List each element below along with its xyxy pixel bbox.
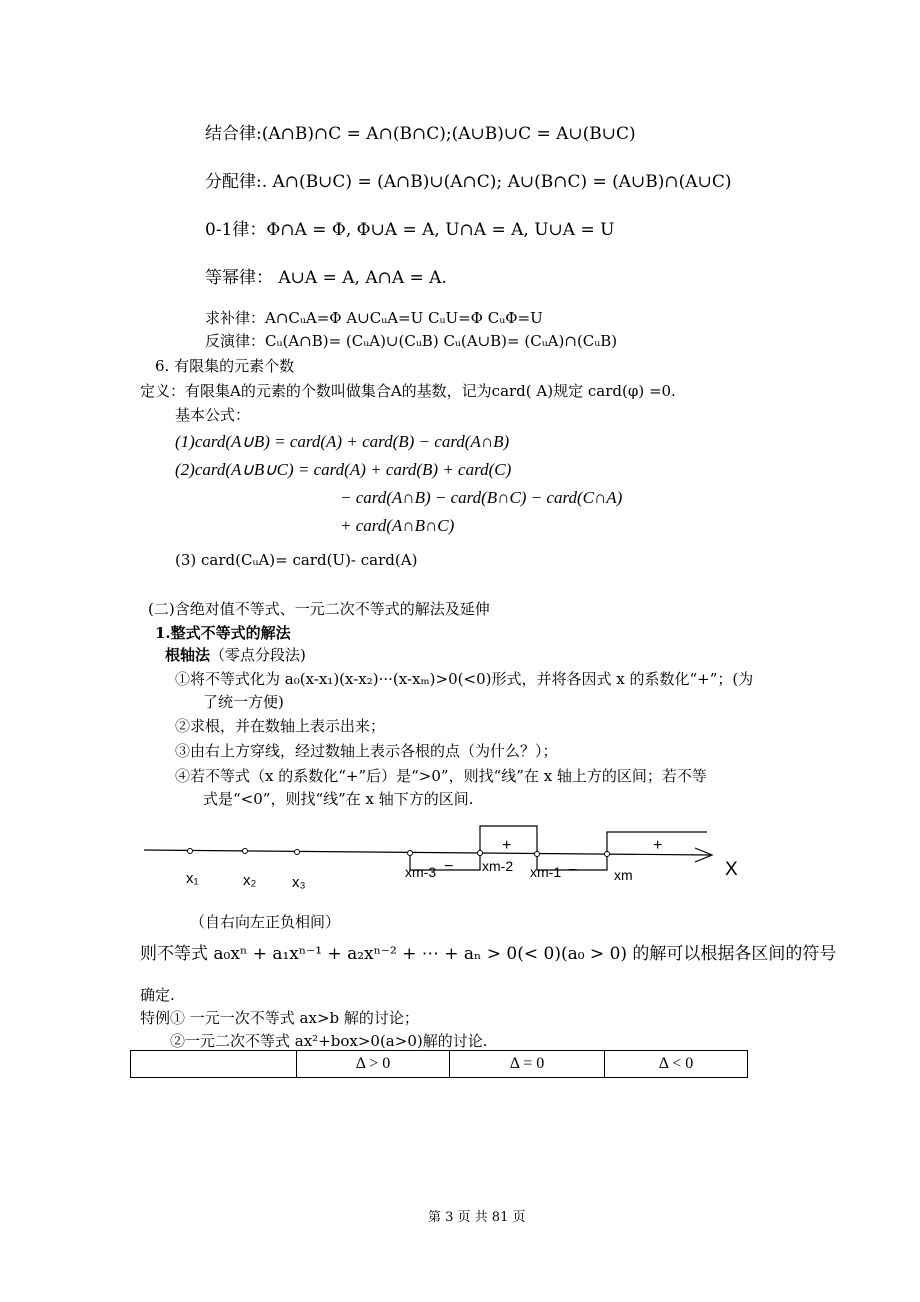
section-6-heading: 6. 有限集的元素个数: [155, 357, 295, 375]
subheading-polynomial-inequality: 1.整式不等式的解法: [155, 624, 291, 642]
root-point: [295, 850, 300, 855]
root-label-x2: x₂: [243, 872, 257, 889]
root-point: [605, 852, 610, 857]
table-header-cell: [131, 1051, 297, 1078]
method-note: （零点分段法): [210, 646, 306, 664]
root-point: [243, 849, 248, 854]
root-label-xm3: xm-3: [405, 864, 437, 880]
sign-minus: −: [568, 862, 578, 879]
root-label-x3: x₃: [292, 874, 306, 891]
part-2-heading: (二)含绝对值不等式、一元二次不等式的解法及延伸: [148, 600, 490, 618]
conclusion-text: 则不等式 a₀xⁿ + a₁xⁿ⁻¹ + a₂xⁿ⁻² + ⋯ + aₙ > 0(< 0)(a₀ > 0) 的解可以根据各区间的符号: [140, 944, 837, 964]
root-label-x1: x₁: [186, 870, 199, 887]
number-line-diagram: [140, 815, 760, 895]
sign-plus: +: [502, 837, 512, 854]
distributive-law: 分配律:. A∩(B∪C) = (A∩B)∪(A∩C); A∪(B∩C) = (A∪B)∩(A∪C): [205, 172, 732, 192]
page-footer: 第 3 页 共 81 页: [428, 1210, 526, 1225]
table-row: [131, 1051, 748, 1078]
idempotent-law: 等幂律： A∪A = A, A∩A = A.: [205, 268, 447, 288]
table-header-cell: Δ = 0: [450, 1051, 605, 1078]
diagram-caption: （自右向左正负相间）: [190, 913, 341, 931]
root-label-xm2: xm-2: [482, 858, 514, 874]
table-header-cell: Δ > 0: [297, 1051, 450, 1078]
step-4: ④若不等式（x 的系数化“+”后）是“>0”，则找“线”在 x 轴上方的区间；若不等: [175, 767, 707, 785]
number-axis: [144, 850, 710, 855]
formula-3: (3) card(CᵤA)= card(U)- card(A): [175, 551, 418, 569]
step-1-cont: 了统一方便): [203, 693, 284, 711]
basic-formulas-label: 基本公式：: [175, 406, 251, 424]
step-2: ②求根，并在数轴上表示出来；: [175, 717, 386, 735]
special-case-1: 特例① 一元一次不等式 ax>b 解的讨论；: [140, 1009, 419, 1027]
step-4-cont: 式是“<0”，则找“线”在 x 轴下方的区间.: [203, 790, 474, 808]
root-point: [478, 851, 483, 856]
zero-one-law: 0-1律：Φ∩A = Φ, Φ∪A = A, U∩A = A, U∪A = U: [205, 220, 615, 240]
method-name: 根轴法: [165, 646, 211, 664]
complement-law: 求补律：A∩CᵤA=Φ A∪CᵤA=U CᵤU=Φ CᵤΦ=U: [205, 309, 543, 327]
axis-label: X: [725, 859, 738, 880]
formula-1: (1)card(A∪B) = card(A) + card(B) − card(A∩B): [175, 432, 510, 451]
sign-minus: −: [444, 858, 454, 875]
root-point: [535, 852, 540, 857]
method-title: [165, 645, 306, 665]
definition-text: 定义：有限集A的元素的个数叫做集合A的基数，记为card( A)规定 card(φ) =0.: [140, 382, 676, 400]
root-label-xm1: xm-1: [530, 864, 562, 880]
root-point: [408, 851, 413, 856]
root-point: [188, 849, 193, 854]
table-header-cell: Δ < 0: [605, 1051, 748, 1078]
step-3: ③由右上方穿线，经过数轴上表示各根的点（为什么？）；: [175, 742, 558, 760]
root-label-xm: xm: [614, 867, 633, 883]
de-morgan-law: 反演律：Cᵤ(A∩B)= (CᵤA)∪(CᵤB) Cᵤ(A∪B)= (CᵤA)∩(CᵤB): [205, 332, 618, 350]
associative-law: 结合律:(A∩B)∩C = A∩(B∩C);(A∪B)∪C = A∪(B∪C): [205, 124, 636, 144]
formula-2-line3: + card(A∩B∩C): [340, 516, 455, 535]
special-case-2: ②一元二次不等式 ax²+box>0(a>0)解的讨论.: [170, 1032, 488, 1050]
sign-plus: +: [653, 837, 663, 854]
step-1: ①将不等式化为 a₀(x-x₁)(x-x₂)···(x-xₘ)>0(<0)形式，并将各因式 x 的系数化“+”；(为: [175, 670, 754, 688]
conclusion-cont: 确定.: [140, 986, 175, 1004]
discriminant-table: [130, 1050, 748, 1078]
formula-2-line1: (2)card(A∪B∪C) = card(A) + card(B) + card(C): [175, 460, 512, 479]
formula-2-line2: − card(A∩B) − card(B∩C) − card(C∩A): [340, 488, 623, 507]
